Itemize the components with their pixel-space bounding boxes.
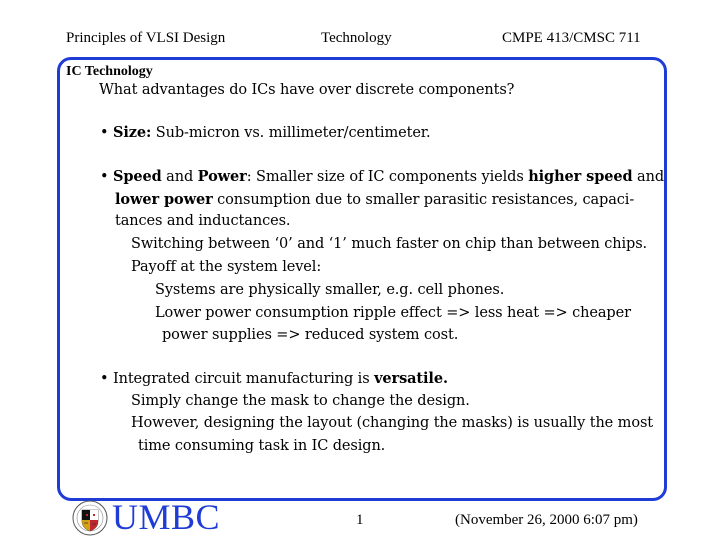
speed-bullet-line1 bbox=[100, 168, 664, 185]
bullet-icon: • bbox=[100, 169, 109, 185]
page-number: 1 bbox=[356, 512, 364, 528]
bullet-icon: • bbox=[100, 125, 109, 141]
header-topic: Technology bbox=[321, 30, 392, 46]
lower-power-label: lower power bbox=[115, 191, 213, 208]
speed-text1: : Smaller size of IC components yields bbox=[246, 169, 529, 185]
question-line: What advantages do ICs have over discrete components? bbox=[99, 82, 515, 98]
however-line: However, designing the layout (changing the masks) is usually the most bbox=[131, 415, 654, 431]
payoff-line: Payoff at the system level: bbox=[131, 259, 322, 275]
bullet-icon: • bbox=[100, 371, 109, 387]
umbc-seal-icon bbox=[72, 500, 108, 536]
speed-text2: consumption due to smaller parasitic resistances, capaci- bbox=[212, 192, 635, 208]
simply-line: Simply change the mask to change the design. bbox=[131, 393, 470, 409]
size-text: Sub-micron vs. millimeter/centimeter. bbox=[151, 125, 431, 141]
section-title: IC Technology bbox=[66, 64, 153, 79]
speed-bullet-line2 bbox=[115, 191, 634, 208]
footer-date: (November 26, 2000 6:07 pm) bbox=[455, 512, 638, 528]
higher-speed-label: higher speed bbox=[528, 168, 633, 185]
header-course-title: Principles of VLSI Design bbox=[66, 30, 226, 46]
umbc-logo-text: UMBC bbox=[112, 497, 221, 537]
versatile-label: versatile. bbox=[374, 370, 448, 387]
time-line: time consuming task in IC design. bbox=[138, 438, 386, 454]
speed-and: and bbox=[161, 169, 198, 185]
systems-line: Systems are physically smaller, e.g. cell phones. bbox=[155, 282, 505, 298]
size-bullet bbox=[100, 124, 431, 141]
speed-label: Speed bbox=[112, 168, 162, 185]
manufacturing-text: Integrated circuit manufacturing is bbox=[108, 371, 375, 387]
manufacturing-bullet bbox=[100, 370, 448, 387]
power-label: Power bbox=[197, 168, 247, 185]
switching-line: Switching between ‘0’ and ‘1’ much faster on chip than between chips. bbox=[131, 236, 648, 252]
speed-bullet-line3: tances and inductances. bbox=[115, 213, 291, 229]
speed-and2: and bbox=[632, 169, 665, 185]
header-course-code: CMPE 413/CMSC 711 bbox=[502, 30, 641, 46]
supplies-line: power supplies => reduced system cost. bbox=[162, 327, 459, 343]
lower-consumption-line: Lower power consumption ripple effect => less heat => cheaper bbox=[155, 305, 631, 321]
size-label: Size: bbox=[112, 124, 152, 141]
